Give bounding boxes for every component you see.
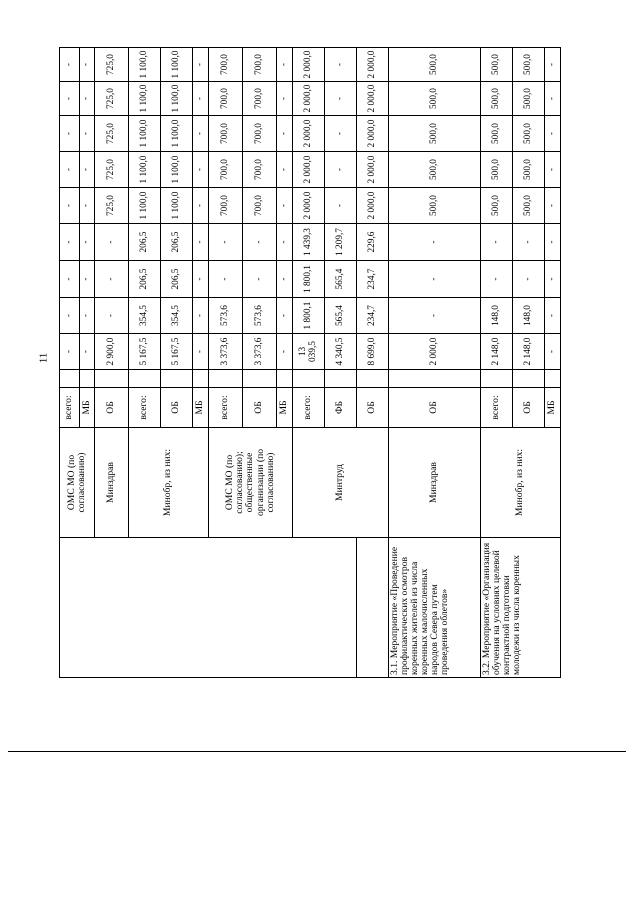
table-cell: 1 100,0: [161, 152, 193, 188]
table-cell: 1 100,0: [129, 152, 161, 188]
table-cell: 500,0: [513, 152, 545, 188]
table-cell: 500,0: [481, 188, 513, 224]
table-cell: 148,0: [481, 298, 513, 334]
table-cell: -: [209, 261, 243, 298]
table-cell: -: [545, 334, 561, 370]
table-cell: -: [277, 116, 293, 152]
table-cell: 500,0: [513, 48, 545, 82]
table-cell: 700,0: [209, 116, 243, 152]
table-cell: 700,0: [209, 48, 243, 82]
table-cell: 206,5: [161, 261, 193, 298]
table-cell: -: [277, 152, 293, 188]
table-cell: -: [545, 298, 561, 334]
table-cell: 2 000,0: [357, 188, 389, 224]
table-cell: -: [481, 261, 513, 298]
table-cell: 1 100,0: [161, 188, 193, 224]
table-cell: -: [481, 224, 513, 261]
table-cell: -: [80, 82, 95, 116]
table-cell: 500,0: [481, 152, 513, 188]
table-cell: -: [193, 152, 209, 188]
table-cell: 700,0: [243, 188, 277, 224]
table-cell: 2 000,0: [293, 152, 325, 188]
table-cell: 3 373,6: [243, 334, 277, 370]
executor-mintrud: Минтруд: [293, 428, 389, 538]
table-cell: -: [545, 82, 561, 116]
table-cell: 2 000,0: [357, 82, 389, 116]
table-cell: -: [80, 48, 95, 82]
table-cell: -: [277, 188, 293, 224]
table-cell: ОБ: [161, 388, 193, 428]
table-cell: -: [209, 224, 243, 261]
table-row: [389, 48, 481, 678]
table-cell: 500,0: [389, 48, 481, 82]
table-cell: -: [60, 224, 80, 261]
table-cell: всего:: [209, 388, 243, 428]
executor-oms-mo: ОМС МО (по согласованию): [60, 428, 95, 538]
table-cell: 500,0: [389, 82, 481, 116]
table-cell: 573,6: [209, 298, 243, 334]
table-cell: 1 100,0: [129, 82, 161, 116]
executor-minobr: Минобр, из них:: [129, 428, 209, 538]
table-cell: 500,0: [389, 152, 481, 188]
table-cell: -: [193, 188, 209, 224]
table-cell: -: [60, 334, 80, 370]
table-cell: 2 000,0: [293, 116, 325, 152]
table-cell: -: [513, 261, 545, 298]
empty-cell: [80, 370, 95, 388]
table-cell: МБ: [545, 388, 561, 428]
table-cell: -: [60, 116, 80, 152]
table-cell: 3 373,6: [209, 334, 243, 370]
table-cell: МБ: [193, 388, 209, 428]
table-cell: 206,5: [161, 224, 193, 261]
table-cell: всего:: [293, 388, 325, 428]
table-cell: 1 100,0: [161, 116, 193, 152]
table-cell: 725,0: [95, 152, 129, 188]
table-cell: -: [325, 188, 357, 224]
table-cell: ОБ: [243, 388, 277, 428]
table-cell: -: [389, 261, 481, 298]
table-cell: 500,0: [513, 116, 545, 152]
table-cell: -: [277, 224, 293, 261]
table-cell: -: [325, 48, 357, 82]
table-cell: -: [80, 116, 95, 152]
table-cell: 2 000,0: [293, 82, 325, 116]
empty-cell: [545, 370, 561, 388]
table-cell: -: [389, 224, 481, 261]
table-cell: Минздрав: [389, 428, 481, 538]
table-cell: -: [60, 261, 80, 298]
empty-cell: [209, 370, 243, 388]
empty-cell: [357, 370, 389, 388]
table-cell: 5 167,5: [129, 334, 161, 370]
empty-cell: [193, 370, 209, 388]
table-cell: МБ: [277, 388, 293, 428]
blank-program-cell-2: [357, 538, 389, 678]
table-cell: 2 900,0: [95, 334, 129, 370]
table-cell: 234,7: [357, 298, 389, 334]
table-cell: 1 800,1: [293, 261, 325, 298]
table-cell: 354,5: [161, 298, 193, 334]
empty-cell: [60, 370, 80, 388]
measure-3-2: 3.2. Мероприятие «Организация обучения на условиях целевой контрактной подготовки молодежи из числа коренных: [481, 538, 561, 678]
table-cell: 500,0: [481, 116, 513, 152]
table-cell: ОБ: [357, 388, 389, 428]
table-cell: -: [80, 188, 95, 224]
table-cell: 700,0: [243, 82, 277, 116]
horizontal-rule: [8, 751, 626, 752]
table-row: [481, 48, 513, 678]
table-cell: -: [60, 48, 80, 82]
table-cell: 725,0: [95, 116, 129, 152]
table-cell: -: [80, 152, 95, 188]
table-cell: -: [325, 82, 357, 116]
table-cell: 700,0: [243, 48, 277, 82]
table-cell: 2 000,0: [357, 152, 389, 188]
source-label: всего:: [60, 388, 80, 428]
table-cell: 500,0: [481, 48, 513, 82]
table-cell: -: [325, 116, 357, 152]
table-cell: 565,4: [325, 261, 357, 298]
table-cell: 2 148,0: [513, 334, 545, 370]
executor-oms-mo-public: ОМС МО (по согласованию); общественные организации (по согласованию): [209, 428, 293, 538]
table-cell: -: [277, 298, 293, 334]
table-cell: 229,6: [357, 224, 389, 261]
empty-cell: [325, 370, 357, 388]
table-cell: 1 100,0: [161, 48, 193, 82]
table-cell: 2 000,0: [389, 334, 481, 370]
table-cell: 2 000,0: [293, 48, 325, 82]
table-cell: -: [193, 334, 209, 370]
table-cell: 1 100,0: [161, 82, 193, 116]
table-cell: 1 100,0: [129, 48, 161, 82]
table-cell: -: [325, 152, 357, 188]
table-cell: -: [277, 48, 293, 82]
table-cell: 700,0: [209, 188, 243, 224]
table-cell: -: [95, 298, 129, 334]
blank-program-cell: [60, 538, 357, 678]
table-cell: 4 340,5: [325, 334, 357, 370]
empty-cell: [277, 370, 293, 388]
table-cell: 1 100,0: [129, 188, 161, 224]
empty-cell: [129, 370, 161, 388]
table-cell: 354,5: [129, 298, 161, 334]
table-cell: 725,0: [95, 82, 129, 116]
table-cell: -: [193, 116, 209, 152]
table-cell: 500,0: [389, 116, 481, 152]
table-cell: -: [80, 261, 95, 298]
empty-cell: [389, 370, 481, 388]
table-cell: 234,7: [357, 261, 389, 298]
empty-cell: [293, 370, 325, 388]
empty-cell: [481, 370, 513, 388]
table-cell: 2 000,0: [357, 48, 389, 82]
table-cell: МБ: [80, 388, 95, 428]
table-cell: 500,0: [481, 82, 513, 116]
table-cell: -: [545, 152, 561, 188]
table-cell: -: [193, 82, 209, 116]
table-cell: 206,5: [129, 261, 161, 298]
table-cell: -: [80, 298, 95, 334]
table-cell: -: [60, 188, 80, 224]
table-cell: 1 800,1: [293, 298, 325, 334]
table-cell: -: [545, 48, 561, 82]
table-cell: -: [193, 298, 209, 334]
table-row: [357, 48, 389, 678]
table-cell: 1 439,3: [293, 224, 325, 261]
table-cell: -: [277, 334, 293, 370]
table-cell: 700,0: [209, 152, 243, 188]
empty-cell: [161, 370, 193, 388]
table-row: [60, 48, 80, 678]
table-cell: 1 100,0: [129, 116, 161, 152]
table-cell: 8 699,0: [357, 334, 389, 370]
table-cell: ОБ: [513, 388, 545, 428]
table-cell: 573,6: [243, 298, 277, 334]
table-cell: -: [95, 224, 129, 261]
table-cell: всего:: [129, 388, 161, 428]
table-cell: 148,0: [513, 298, 545, 334]
table-cell: -: [243, 261, 277, 298]
table-cell: -: [545, 188, 561, 224]
executor-minzdrav: Минздрав: [95, 428, 129, 538]
table-cell: -: [60, 298, 80, 334]
table-cell: 2 000,0: [293, 188, 325, 224]
table-cell: всего:: [481, 388, 513, 428]
table-cell: 1 209,7: [325, 224, 357, 261]
table-cell: 700,0: [243, 116, 277, 152]
table-cell: 500,0: [513, 82, 545, 116]
table-cell: -: [277, 82, 293, 116]
table-cell: 2 148,0: [481, 334, 513, 370]
table-cell: -: [545, 224, 561, 261]
table-cell: 725,0: [95, 48, 129, 82]
table-cell: 5 167,5: [161, 334, 193, 370]
empty-cell: [243, 370, 277, 388]
table-cell: -: [193, 261, 209, 298]
table-cell: -: [243, 224, 277, 261]
table-cell: -: [60, 82, 80, 116]
measure-3-1: 3.1. Мероприятие «Проведение профилактических осмотров коренных жителей из числа коренных малочисленных народов Севера путем проведения облетов»: [389, 538, 481, 678]
table-cell: ОБ: [95, 388, 129, 428]
table-cell: 725,0: [95, 188, 129, 224]
table-cell: -: [193, 48, 209, 82]
table-cell: ФБ: [325, 388, 357, 428]
table-cell: 500,0: [389, 188, 481, 224]
table-cell: -: [95, 261, 129, 298]
page-number: 11: [37, 352, 50, 364]
budget-table: [59, 48, 558, 678]
table-cell: Минобр, из них:: [481, 428, 561, 538]
table-cell: -: [513, 224, 545, 261]
table-cell: 206,5: [129, 224, 161, 261]
table-cell: -: [545, 261, 561, 298]
table-cell: ОБ: [389, 388, 481, 428]
table-cell: 2 000,0: [357, 116, 389, 152]
table-cell: 700,0: [209, 82, 243, 116]
empty-cell: [513, 370, 545, 388]
empty-cell: [95, 370, 129, 388]
table-cell: 500,0: [513, 188, 545, 224]
table-cell: -: [389, 298, 481, 334]
table-cell: -: [60, 152, 80, 188]
table-cell: -: [80, 224, 95, 261]
table-cell: -: [277, 261, 293, 298]
table-cell: -: [545, 116, 561, 152]
table-cell: 565,4: [325, 298, 357, 334]
table-cell: -: [80, 334, 95, 370]
table-cell: 700,0: [243, 152, 277, 188]
table-cell: 13 039,5: [293, 334, 325, 370]
table-cell: -: [193, 224, 209, 261]
